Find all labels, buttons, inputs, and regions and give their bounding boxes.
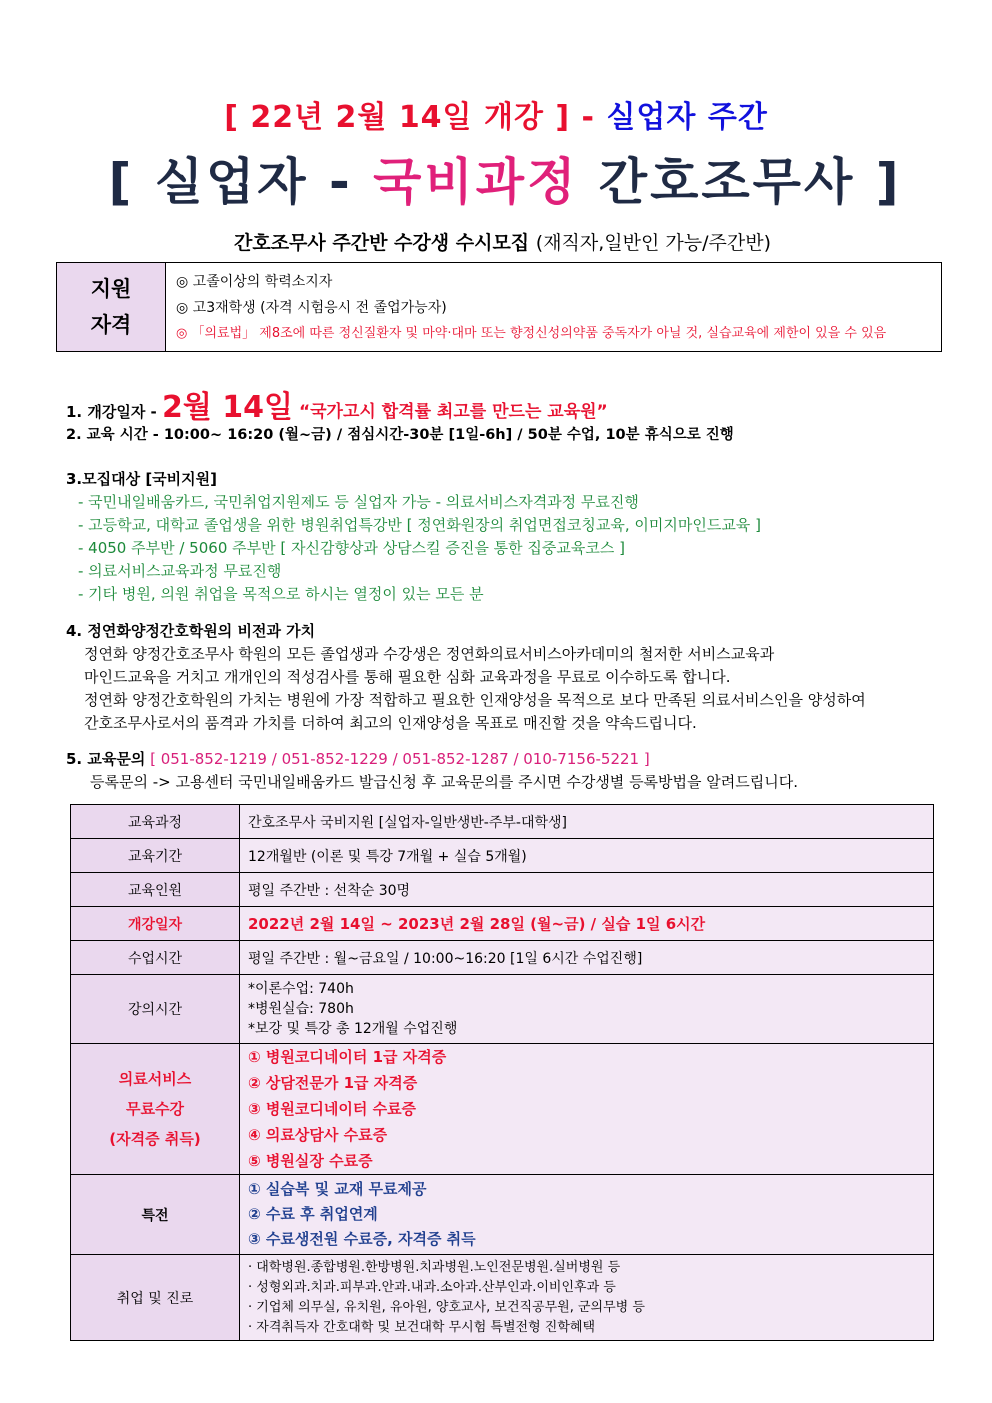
section-3-title: 3.모집대상 [국비지원] — [66, 470, 217, 488]
subtitle-main: 간호조무사 주간반 수강생 수시모집 — [234, 232, 536, 254]
lecture-item: *이론수업: 740h — [248, 981, 354, 997]
table-row — [71, 839, 934, 873]
table-key: 수업시간 — [71, 941, 240, 975]
section-3 — [66, 468, 761, 606]
section-3-item: - 기타 병원, 의원 취업을 목적으로 하시는 열정이 있는 모든 분 — [78, 585, 484, 603]
qualification-item: ◎ 고졸이상의 학력소지자 — [176, 274, 333, 290]
qualification-items — [166, 263, 941, 351]
section-3-item: - 고등학교, 대학교 졸업생을 위한 병원취업특강반 [ 정연화원장의 취업면접코칭교육, 이미지마인드교육 ] — [78, 516, 761, 534]
table-key: 교육기간 — [71, 839, 240, 873]
benefit-item: ② 수료 후 취업연계 — [248, 1205, 378, 1223]
medical-item: ① 병원코디네이터 1급 자격증 — [248, 1048, 447, 1066]
table-value — [240, 975, 934, 1044]
qualification-label-1: 지원 — [90, 277, 132, 301]
table-value — [240, 1044, 934, 1175]
qualification-label-2: 자격 — [90, 313, 132, 337]
section-3-item: - 의료서비스교육과정 무료진행 — [78, 562, 282, 580]
medical-key-line: 무료수강 — [126, 1100, 184, 1118]
section-5-phones: [ 051-852-1219 / 051-852-1229 / 051-852-1287 / 010-7156-5221 ] — [145, 750, 650, 768]
table-value — [240, 1175, 934, 1255]
career-item: · 성형외과.치과.피부과.안과.내과.소아과.산부인과.이비인후과 등 — [248, 1279, 616, 1295]
medical-item: ② 상담전문가 1급 자격증 — [248, 1074, 418, 1092]
lecture-item: *보강 및 특강 총 12개월 수업진행 — [248, 1021, 458, 1037]
title-highlight: 국비과정 — [373, 153, 579, 211]
table-key: 취업 및 진로 — [71, 1255, 240, 1341]
table-key: 특전 — [71, 1175, 240, 1255]
section-4-line: 마인드교육을 거치고 개개인의 적성검사를 통해 필요한 심화 교육과정을 무료로 이수하도록 합니다. — [84, 668, 731, 686]
table-value — [240, 1255, 934, 1341]
medical-item: ③ 병원코디네이터 수료증 — [248, 1100, 417, 1118]
career-list — [248, 1258, 925, 1338]
table-row — [71, 1175, 934, 1255]
career-item: · 대학병원.종합병원.한방병원.치과병원.노인전문병원.실버병원 등 — [248, 1259, 621, 1275]
medical-item: ④ 의료상담사 수료증 — [248, 1126, 388, 1144]
table-key: 교육과정 — [71, 805, 240, 839]
benefit-item: ① 실습복 및 교재 무료제공 — [248, 1180, 427, 1198]
section-1-date: 2월 14일 — [162, 390, 294, 425]
table-row — [71, 1044, 934, 1175]
benefit-list — [248, 1177, 925, 1252]
qualification-label — [57, 263, 166, 351]
section-4-line: 정연화 양정간호학원의 가치는 병원에 가장 적합하고 필요한 인재양성을 목적으로 보다 만족된 의료서비스인을 양성하여 — [84, 691, 866, 709]
table-key — [71, 1044, 240, 1175]
title-part-3: 간호조무사 ] — [578, 153, 902, 211]
section-5-note: 등록문의 -> 고용센터 국민내일배움카드 발급신청 후 교육문의를 주시면 수강생별 등록방법을 알려드립니다. — [90, 773, 798, 791]
table-key: 교육인원 — [71, 873, 240, 907]
lecture-item: *병원실습: 780h — [248, 1001, 354, 1017]
qualification-item: ◎ 「의료법」 제8조에 따른 정신질환자 및 마약·대마 또는 향정신성의약품 중독자가 아닐 것, 실습교육에 제한이 있을 수 있음 — [176, 326, 887, 341]
section-1-slogan: “국가고시 합격률 최고를 만드는 교육원” — [293, 402, 608, 422]
benefit-item: ③ 수료생전원 수료증, 자격증 취득 — [248, 1230, 476, 1248]
table-value: 평일 주간반 : 선착순 30명 — [240, 873, 934, 907]
section-4-line: 간호조무사로서의 품격과 가치를 더하여 최고의 인재양성을 목표로 매진할 것을 약속드립니다. — [84, 714, 697, 732]
section-4-title: 4. 정연화양정간호학원의 비전과 가치 — [66, 622, 316, 640]
section-2: 2. 교육 시간 - 10:00~ 16:20 (월~금) / 점심시간-30분 [1일-6h] / 50분 수업, 10분 휴식으로 진행 — [66, 427, 734, 443]
table-key: 강의시간 — [71, 975, 240, 1044]
page-title — [0, 142, 992, 214]
lecture-list — [248, 975, 925, 1043]
section-3-item: - 국민내일배움카드, 국민취업지원제도 등 실업자 가능 - 의료서비스자격과정 무료진행 — [78, 493, 639, 511]
medical-key-line: (자격증 취득) — [109, 1130, 201, 1148]
medical-key-line: 의료서비스 — [118, 1070, 192, 1088]
course-info-table — [70, 804, 934, 1341]
header-line-1 — [0, 92, 992, 136]
table-row — [71, 907, 934, 941]
section-3-item: - 4050 주부반 / 5060 주부반 [ 자신감향상과 상담스킬 증진을 통한 집중교육코스 ] — [78, 539, 625, 557]
table-row — [71, 975, 934, 1044]
qualification-item: ◎ 고3재학생 (자격 시험응시 전 졸업가능자) — [176, 300, 447, 316]
recruit-subtitle — [0, 228, 992, 255]
section-4 — [66, 620, 866, 735]
header-day-class: 실업자 주간 — [606, 100, 768, 135]
title-part-1: [ 실업자 - — [108, 153, 374, 211]
table-row — [71, 805, 934, 839]
section-4-line: 정연화 양정간호조무사 학원의 모든 졸업생과 수강생은 정연화의료서비스아카데미의 철저한 서비스교육과 — [84, 645, 775, 663]
section-1 — [66, 382, 608, 426]
table-row — [71, 941, 934, 975]
table-value: 평일 주간반 : 월~금요일 / 10:00~16:20 [1일 6시간 수업진행] — [240, 941, 934, 975]
subtitle-note: (재직자,일반인 가능/주간반) — [535, 232, 771, 254]
section-5-label: 5. 교육문의 — [66, 750, 146, 768]
career-item: · 자격취득자 간호대학 및 보건대학 무시험 특별전형 진학혜택 — [248, 1319, 596, 1335]
career-item: · 기업체 의무실, 유치원, 유아원, 양호교사, 보건직공무원, 군의무병 등 — [248, 1299, 645, 1315]
table-row — [71, 1255, 934, 1341]
table-row — [71, 873, 934, 907]
table-key: 개강일자 — [71, 907, 240, 941]
table-value: 12개월반 (이론 및 특강 7개월 + 실습 5개월) — [240, 839, 934, 873]
header-open-date: [ 22년 2월 14일 개강 ] - — [224, 100, 607, 135]
section-1-label: 1. 개강일자 - — [66, 403, 162, 421]
section-5-contact — [66, 748, 798, 771]
medical-item: ⑤ 병원실장 수료증 — [248, 1152, 373, 1170]
medical-list — [248, 1044, 925, 1174]
qualification-box — [56, 262, 942, 352]
section-5 — [66, 748, 798, 794]
table-value: 2022년 2월 14일 ~ 2023년 2월 28일 (월~금) / 실습 1일 6시간 — [240, 907, 934, 941]
table-value: 간호조무사 국비지원 [실업자-일반생반-주부-대학생] — [240, 805, 934, 839]
